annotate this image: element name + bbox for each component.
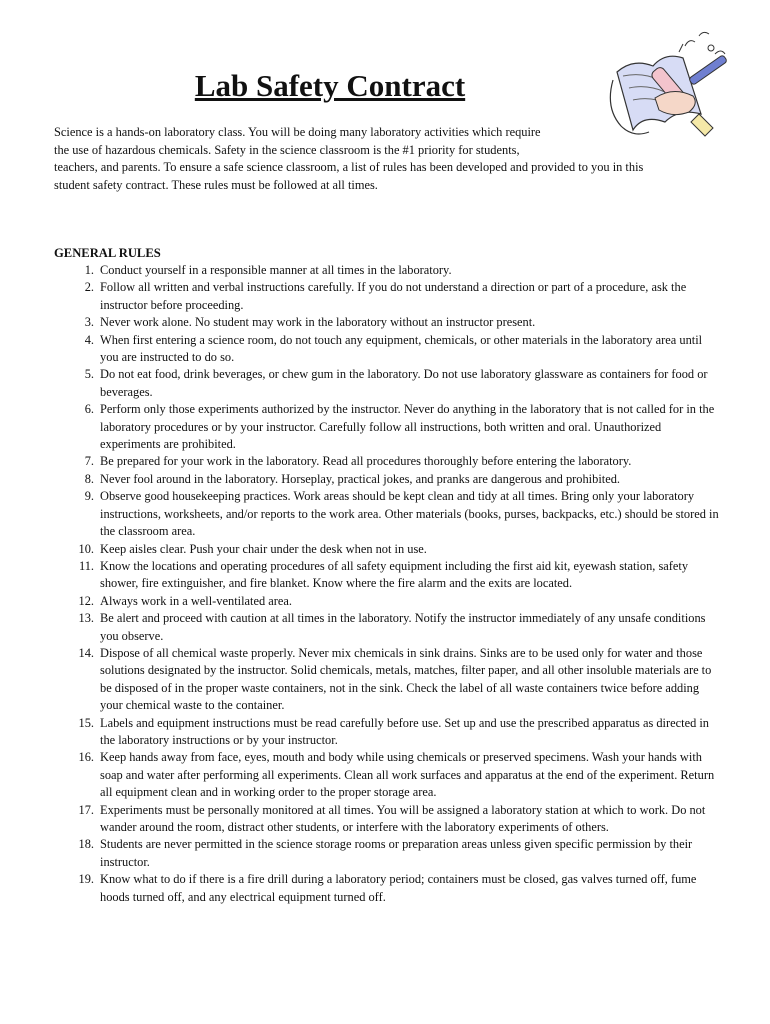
- rule-text: Be prepared for your work in the laboratory. Read all procedures thoroughly before entering the laboratory.: [100, 454, 632, 469]
- page-title: Lab Safety Contract: [194, 68, 466, 103]
- rule-number: 12.: [78, 593, 94, 608]
- rule-item: [54, 558, 722, 593]
- rule-text: Know what to do if there is a fire drill during a laboratory period; containers must be closed, gas valves turned off, fume hoods turned off, and any electrical equipment turned off.: [100, 872, 697, 904]
- rule-text: Know the locations and operating procedures of all safety equipment including the first aid kit, eyewash station, safety shower, fire extinguisher, and fire blanket. Know where the fire alarm and the exits are located.: [100, 558, 689, 591]
- rule-item: [54, 749, 722, 801]
- rule-number: 15.: [78, 715, 94, 730]
- rule-text: Keep aisles clear. Push your chair under the desk when not in use.: [100, 541, 427, 556]
- intro-line: the use of hazardous chemicals. Safety in the science classroom is the #1 priority for students,: [54, 142, 520, 157]
- rule-text: When first entering a science room, do not touch any equipment, chemicals, or other materials in the laboratory area until you are instructed to do so.: [100, 332, 703, 365]
- rule-item: [54, 836, 722, 871]
- rule-number: 7.: [84, 454, 94, 469]
- rule-item: [54, 610, 722, 645]
- rule-item: [54, 366, 722, 401]
- rule-text: Conduct yourself in a responsible manner at all times in the laboratory.: [100, 263, 452, 277]
- intro-line: teachers, and parents. To ensure a safe science classroom, a list of rules has been developed and provided to you in this: [54, 160, 644, 174]
- rule-item: [54, 802, 722, 837]
- rules-list: [54, 262, 722, 906]
- rule-item: [54, 279, 722, 314]
- rule-item: [54, 593, 722, 610]
- rule-text: Never fool around in the laboratory. Horseplay, practical jokes, and pranks are dangerous and prohibited.: [100, 471, 620, 486]
- rule-number: 18.: [78, 837, 94, 852]
- rule-number: 3.: [84, 315, 94, 330]
- rule-text: Observe good housekeeping practices. Work areas should be kept clean and tidy at all times. Bring only your laboratory instructions, worksheets, and/or reports to the work area. Other materials (books, purses, backpacks, etc.) should be stored in the classroom area.: [100, 489, 719, 539]
- intro-line: Science is a hands-on laboratory class. You will be doing many laboratory activities which require: [54, 125, 541, 139]
- rule-number: 8.: [84, 471, 94, 486]
- rule-text: Perform only those experiments authorized by the instructor. Never do anything in the laboratory that is not called for in the laboratory procedures or by your instructor. Carefully follow all instructions, both written and oral. Unauthorized experiments are prohibited.: [100, 402, 715, 452]
- rule-text: Always work in a well-ventilated area.: [100, 593, 292, 608]
- rule-number: 4.: [84, 332, 94, 347]
- rule-number: 5.: [84, 367, 94, 382]
- rule-number: 14.: [78, 645, 94, 660]
- rule-item: [54, 871, 722, 906]
- rule-number: 1.: [84, 263, 94, 277]
- intro-line: student safety contract. These rules must be followed at all times.: [54, 177, 378, 192]
- rule-text: Keep hands away from face, eyes, mouth and body while using chemicals or preserved specimens. Wash your hands with soap and water after performing all experiments. Clean all work surfaces and apparatus at the end of the experiment. Return all equipment clean and in working order to the proper storage area.: [100, 750, 715, 800]
- rule-item: [54, 453, 722, 470]
- rule-number: 10.: [78, 541, 94, 556]
- rule-text: Follow all written and verbal instructions carefully. If you do not understand a direction or part of a procedure, ask the instructor before proceeding.: [100, 280, 687, 312]
- intro-paragraph: [54, 124, 722, 194]
- rule-item: [54, 645, 722, 715]
- rule-number: 16.: [78, 750, 94, 765]
- rule-number: 13.: [78, 611, 94, 626]
- section-heading: GENERAL RULES: [54, 246, 161, 260]
- rule-item: [54, 488, 722, 540]
- rule-text: Dispose of all chemical waste properly. Never mix chemicals in sink drains. Sinks are to be used only for water and those solutions designated by the instructor. Solid chemicals, metals, matches, filter paper, and all other insoluble materials are to be disposed of in the proper waste containers, not in the sink. Check the label of all waste containers twice before adding your chemical waste to the container.: [100, 645, 712, 713]
- rule-item: [54, 401, 722, 453]
- rule-number: 17.: [78, 802, 94, 817]
- rule-text: Do not eat food, drink beverages, or chew gum in the laboratory. Do not use laboratory glassware as containers for food or beverages.: [100, 367, 708, 399]
- rule-item: [54, 262, 722, 279]
- rule-item: [54, 332, 722, 367]
- rule-text: Never work alone. No student may work in the laboratory without an instructor present.: [100, 315, 536, 330]
- rule-number: 11.: [78, 558, 94, 573]
- rule-number: 2.: [84, 280, 94, 295]
- rule-text: Students are never permitted in the science storage rooms or preparation areas unless given specific permission by their instructor.: [100, 837, 693, 869]
- rule-item: [54, 541, 722, 558]
- rule-item: [54, 471, 722, 488]
- rule-number: 19.: [78, 872, 94, 887]
- rule-item: [54, 314, 722, 331]
- rule-text: Be alert and proceed with caution at all times in the laboratory. Notify the instructor immediately of any unsafe conditions you observe.: [100, 611, 706, 643]
- rule-text: Labels and equipment instructions must be read carefully before use. Set up and use the prescribed apparatus as directed in the laboratory instructions or by your instructor.: [100, 715, 709, 747]
- rule-number: 9.: [84, 489, 94, 504]
- rule-text: Experiments must be personally monitored at all times. You will be assigned a laboratory station at which to work. Do not wander around the room, distract other students, or interfere with the laboratory experiments of others.: [100, 802, 706, 834]
- rule-item: [54, 715, 722, 750]
- rule-number: 6.: [84, 402, 94, 417]
